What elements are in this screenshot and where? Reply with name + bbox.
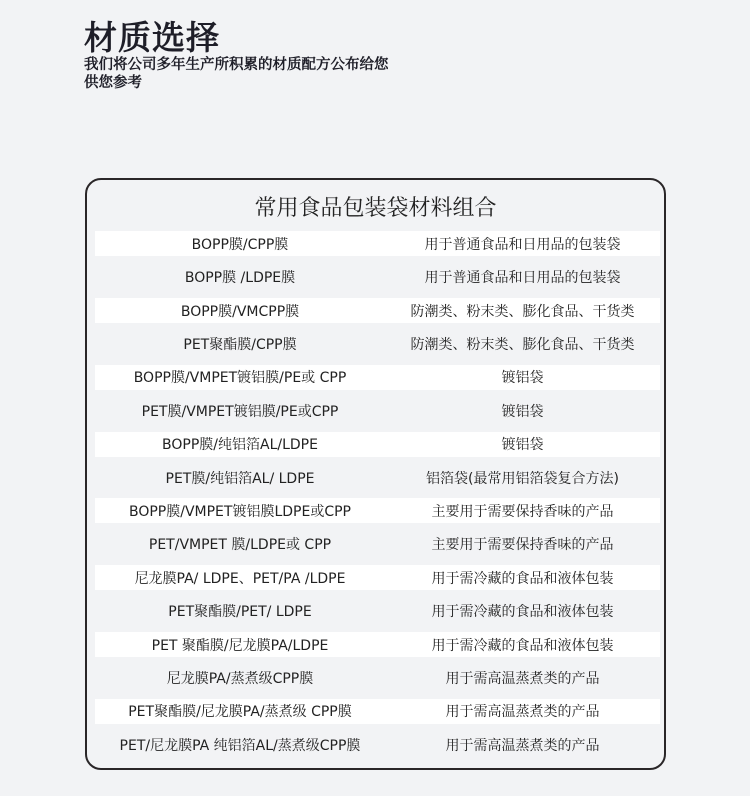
material-cell: PET/尼龙膜PA 纯铝箔AL/蒸煮级CPP膜: [119, 737, 361, 754]
table-row: [95, 565, 660, 590]
material-cell: 尼龙膜PA/ LDPE、PET/PA /LDPE: [134, 570, 346, 587]
use-cell: 主要用于需要保持香味的产品: [431, 537, 614, 554]
use-cell: 镀铝袋: [501, 403, 544, 420]
material-cell: PET 聚酯膜/尼龙膜PA/LDPE: [151, 637, 329, 654]
use-cell: 镀铝袋: [501, 370, 544, 387]
table-row: [95, 365, 660, 390]
table-row: [95, 594, 660, 627]
material-cell: BOPP膜/VMPET镀铝膜/PE或 CPP: [133, 370, 347, 387]
table-title: 常用食品包装袋材料组合: [254, 196, 497, 221]
table-row: [95, 231, 660, 256]
material-cell: PET膜/VMPET镀铝膜/PE或CPP: [141, 403, 339, 420]
use-cell: 用于普通食品和日用品的包装袋: [424, 236, 621, 253]
material-cell: BOPP膜/VMCPP膜: [180, 303, 300, 320]
material-cell: PET膜/纯铝箔AL/ LDPE: [165, 470, 315, 487]
subtitle-line-1: 我们将公司多年生产所积累的材质配方公布给您: [84, 57, 389, 73]
page-title: 材质选择: [84, 18, 220, 57]
material-cell: PET聚酯膜/尼龙膜PA/蒸煮级 CPP膜: [128, 704, 352, 721]
table-row: [95, 260, 660, 293]
material-table: [95, 227, 660, 762]
material-cell: PET聚酯膜/PET/ LDPE: [168, 604, 312, 621]
table-row: [95, 394, 660, 427]
material-cell: PET聚酯膜/CPP膜: [183, 336, 297, 353]
table-row: [95, 632, 660, 657]
subtitle-line-2: 供您参考: [84, 75, 142, 91]
material-cell: BOPP膜 /LDPE膜: [184, 270, 296, 287]
material-table-card: [85, 178, 666, 770]
table-row: [95, 327, 660, 360]
material-cell: 尼龙膜PA/蒸煮级CPP膜: [166, 670, 314, 687]
table-row: [95, 661, 660, 694]
table-row: [95, 498, 660, 523]
page-subtitle: [84, 56, 484, 92]
table-row: [95, 699, 660, 724]
use-cell: 用于普通食品和日用品的包装袋: [424, 270, 621, 287]
table-row: [95, 461, 660, 494]
use-cell: 镀铝袋: [501, 437, 544, 454]
material-cell: BOPP膜/纯铝箔AL/LDPE: [162, 437, 318, 454]
use-cell: 用于需高温蒸煮类的产品: [445, 704, 600, 721]
use-cell: 主要用于需要保持香味的产品: [431, 503, 614, 520]
use-cell: 用于需冷藏的食品和液体包装: [431, 604, 614, 621]
use-cell: 用于需冷藏的食品和液体包装: [431, 570, 614, 587]
use-cell: 用于需高温蒸煮类的产品: [445, 670, 600, 687]
material-cell: BOPP膜/VMPET镀铝膜LDPE或CPP: [128, 503, 351, 520]
use-cell: 防潮类、粉末类、膨化食品、干货类: [410, 303, 635, 320]
table-row: [95, 432, 660, 457]
use-cell: 铝箔袋(最常用铝箔袋复合方法): [426, 470, 619, 487]
material-cell: BOPP膜/CPP膜: [191, 236, 289, 253]
table-row: [95, 728, 660, 761]
material-cell: PET/VMPET 膜/LDPE或 CPP: [148, 537, 332, 554]
use-cell: 防潮类、粉末类、膨化食品、干货类: [410, 336, 635, 353]
table-row: [95, 528, 660, 561]
use-cell: 用于需高温蒸煮类的产品: [445, 737, 600, 754]
table-row: [95, 298, 660, 323]
use-cell: 用于需冷藏的食品和液体包装: [431, 637, 614, 654]
